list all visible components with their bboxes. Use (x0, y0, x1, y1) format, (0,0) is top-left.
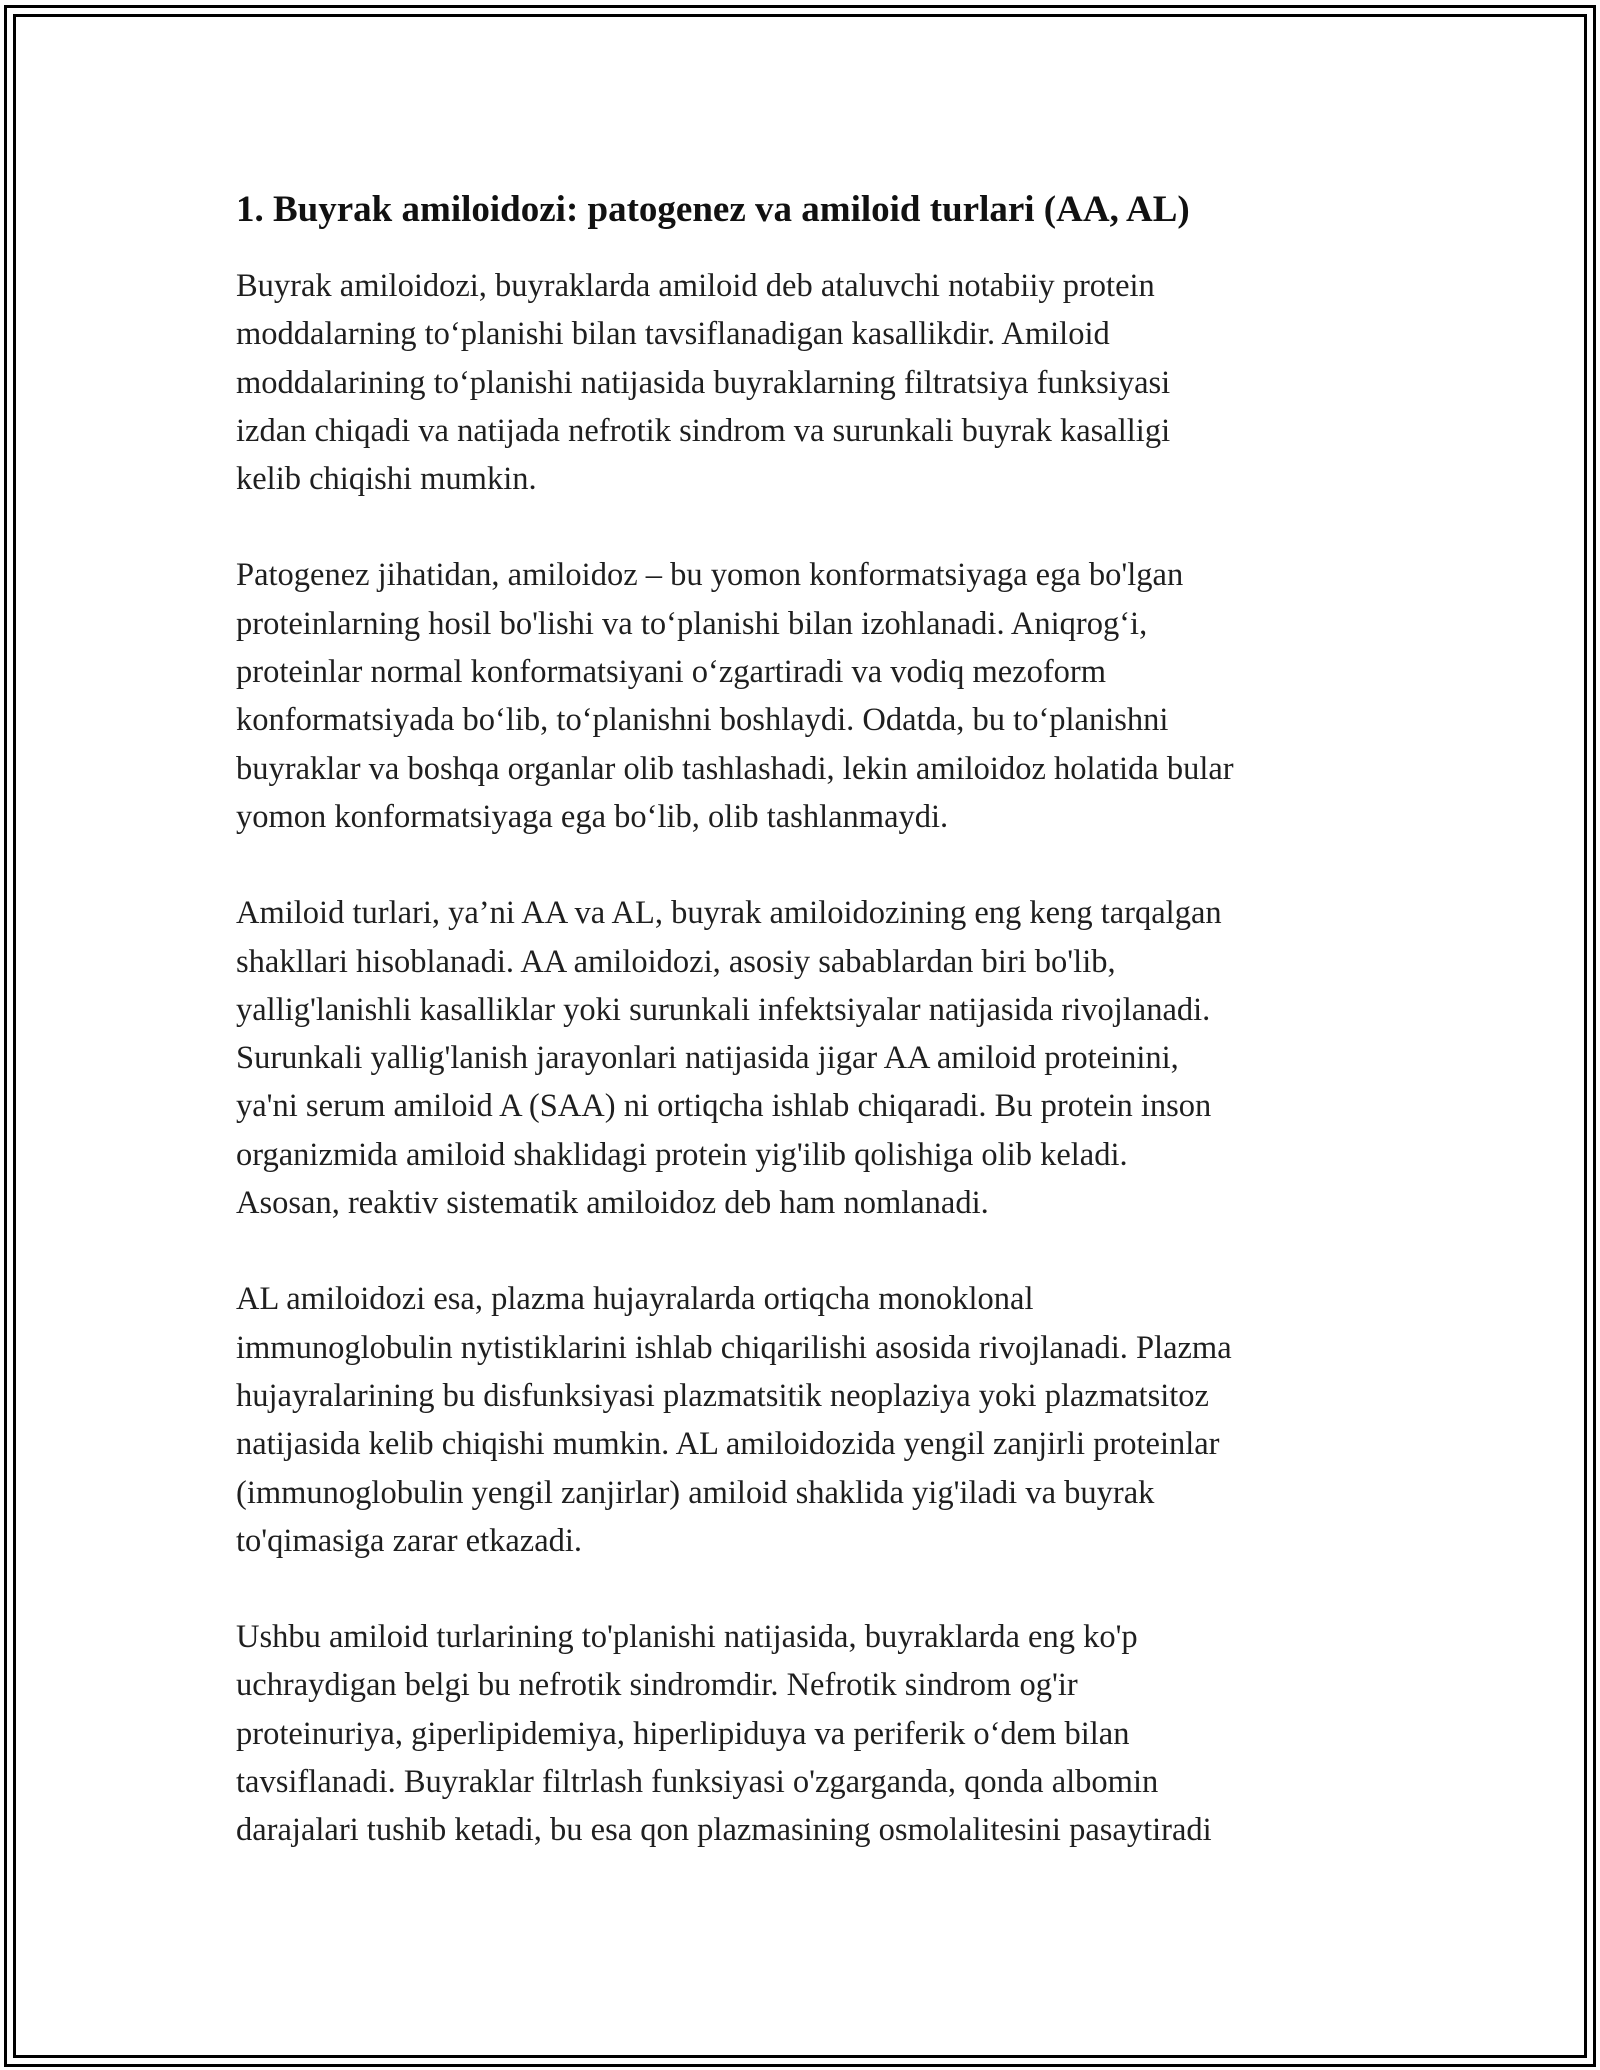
text-line: AL amiloidozi esa, plazma hujayralarda ortiqcha monoklonal (236, 1281, 1034, 1318)
paragraph-al-amyloidosis (236, 1275, 1376, 1565)
text-line: konformatsiyada bo‘lib, to‘planishni boshlaydi. Odatda, bu to‘planishni (236, 702, 1169, 739)
text-line: hujayralarining bu disfunksiyasi plazmatsitik neoplaziya yoki plazmatsitoz (236, 1377, 1209, 1414)
text-line: shakllari hisoblanadi. AA amiloidozi, asosiy sabablardan biri bo'lib, (236, 943, 1116, 980)
text-line: Asosan, reaktiv sistematik amiloidoz deb ham nomlanadi. (236, 1185, 989, 1222)
text-line: kelib chiqishi mumkin. (236, 461, 537, 498)
text-line: ya'ni serum amiloid A (SAA) ni ortiqcha ishlab chiqaradi. Bu protein inson (236, 1088, 1212, 1125)
text-line: to'qimasiga zarar etkazadi. (236, 1522, 583, 1559)
text-line: yomon konformatsiyaga ega bo‘lib, olib tashlanmaydi. (236, 798, 949, 835)
paragraph-intro (236, 262, 1376, 503)
text-line: (immunoglobulin yengil zanjirlar) amiloid shaklida yig'iladi va buyrak (236, 1474, 1155, 1511)
text-line: immunoglobulin nytistiklarini ishlab chiqarilishi asosida rivojlanadi. Plazma (236, 1329, 1232, 1366)
text-line: proteinlarning hosil bo'lishi va to‘planishi bilan izohlanadi. Aniqrog‘i, (236, 605, 1148, 642)
text-line: Patogenez jihatidan, amiloidoz – bu yomon konformatsiyaga ega bo'lgan (236, 557, 1184, 594)
text-line: proteinuriya, giperlipidemiya, hiperlipiduya va periferik o‘dem bilan (236, 1715, 1130, 1752)
text-line: moddalarining to‘planishi natijasida buyraklarning filtratsiya funksiyasi (236, 364, 1171, 401)
text-line: moddalarning to‘planishi bilan tavsiflanadigan kasallikdir. Amiloid (236, 316, 1110, 353)
text-line: izdan chiqadi va natijada nefrotik sindrom va surunkali buyrak kasalligi (236, 412, 1171, 449)
text-line: organizmida amiloid shaklidagi protein yig'ilib qolishiga olib keladi. (236, 1136, 1128, 1173)
text-line: uchraydigan belgi bu nefrotik sindromdir. Nefrotik sindrom og'ir (236, 1667, 1078, 1704)
text-line: natijasida kelib chiqishi mumkin. AL amiloidozida yengil zanjirli proteinlar (236, 1426, 1220, 1463)
text-line: Ushbu amiloid turlarining to'planishi natijasida, buyraklarda eng ko'p (236, 1619, 1138, 1656)
text-line: Surunkali yallig'lanish jarayonlari natijasida jigar AA amiloid proteinini, (236, 1040, 1179, 1077)
text-line: darajalari tushib ketadi, bu esa qon plazmasining osmolalitesini pasaytiradi (236, 1812, 1212, 1849)
text-line: Amiloid turlari, ya’ni AA va AL, buyrak amiloidozining eng keng tarqalgan (236, 895, 1222, 932)
text-line: proteinlar normal konformatsiyani o‘zgartiradi va vodiq mezoform (236, 654, 1106, 691)
section-title: 1. Buyrak amiloidozi: patogenez va amiloid turlari (AA, AL) (236, 189, 1190, 230)
paragraph-nephrotic-syndrome (236, 1613, 1376, 1854)
paragraph-pathogenesis (236, 551, 1376, 841)
paragraph-aa-amyloidosis (236, 889, 1376, 1227)
document-body (236, 186, 1376, 1903)
text-line: buyraklar va boshqa organlar olib tashlashadi, lekin amiloidoz holatida bular (236, 750, 1234, 787)
text-line: Buyrak amiloidozi, buyraklarda amiloid deb ataluvchi notabiiy protein (236, 268, 1155, 304)
text-line: yallig'lanishli kasalliklar yoki surunkali infektsiyalar natijasida rivojlanadi. (236, 991, 1211, 1028)
text-line: tavsiflanadi. Buyraklar filtrlash funksiyasi o'zgarganda, qonda albomin (236, 1764, 1159, 1801)
